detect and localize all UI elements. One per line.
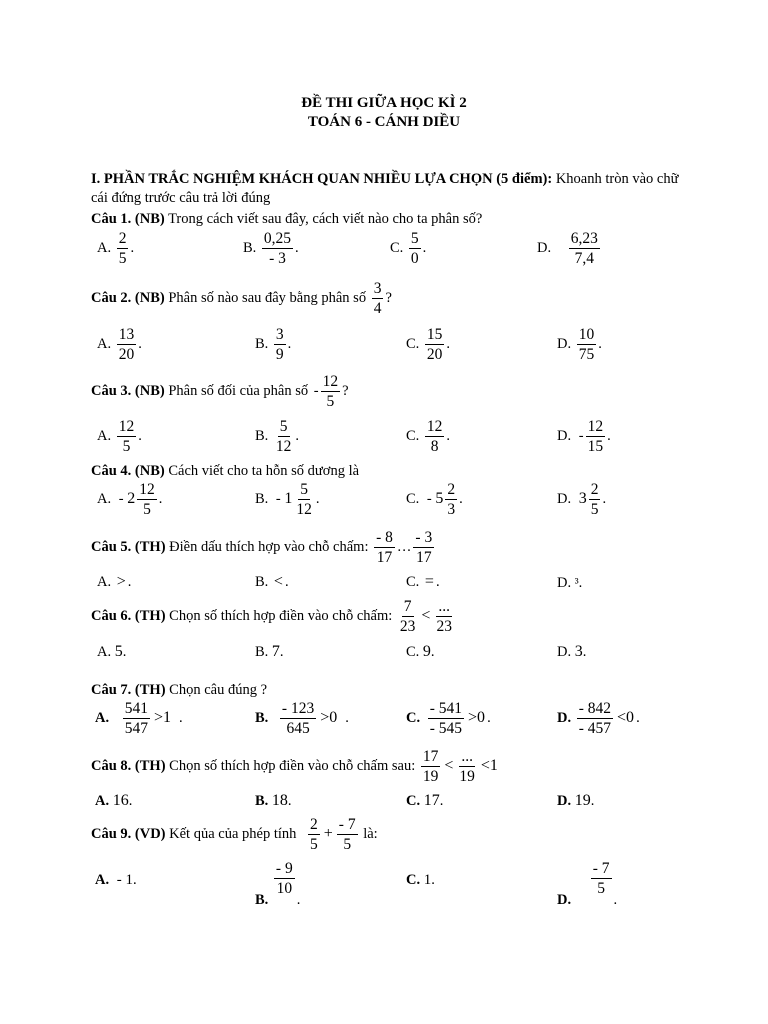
option-letter: B. [255, 793, 269, 809]
question-text: Chọn số thích hợp điền vào chỗ chấm sau: [165, 757, 416, 774]
fraction: $\frac{17}{19}$ [422, 748, 439, 785]
question-text: Chọn số thích hợp điền vào chỗ chấm: [165, 607, 393, 624]
fraction: $\frac{15}{20}$ [426, 326, 443, 363]
question-label: Câu 2. (NB) [91, 289, 165, 306]
question-text: Trong cách viết sau đây, cách viết nào cho ta phân số? [164, 211, 483, 227]
section-instruction: Khoanh tròn vào chữ cái đứng trước câu trả lời đúng [91, 171, 679, 206]
option-letter: B. [255, 644, 269, 660]
fraction: $\frac{...}{23}$ [436, 598, 452, 635]
option-letter: C. [406, 872, 421, 888]
option-letter: A. [97, 574, 112, 590]
fraction: $\frac{6,23}{7,4}$ [570, 230, 598, 267]
question-label: Câu 9. (VD) [91, 825, 166, 842]
q8-option-a[interactable]: A. 16. [95, 792, 133, 809]
fraction: $\frac{- 9}{10}$ [275, 860, 293, 897]
option-letter: B. [255, 427, 269, 444]
option-letter: B. [243, 239, 257, 256]
fraction: $\frac{- 541}{- 545}$ [429, 700, 463, 737]
option-letter: D. [557, 793, 572, 809]
fraction: $\frac{- 123}{645}$ [281, 700, 315, 737]
option-letter: A. [97, 490, 112, 507]
q3-option-a[interactable]: A. $\frac{12}{5}$ . [97, 418, 142, 455]
option-letter: A. [95, 709, 110, 726]
mixed-fraction: $\frac{2}{5}$ [590, 481, 599, 518]
q8-option-d[interactable]: D. 19. [557, 792, 595, 809]
fraction: $\frac{3}{4}$ [373, 280, 382, 317]
question-label: Câu 6. (TH) [91, 607, 166, 624]
question-9: Câu 9. (VD) Kết qủa của phép tính $\frac{2}{5}$ + $\frac{- 7}{5}$ là: [91, 816, 378, 853]
question-6: Câu 6. (TH) Chọn số thích hợp điền vào chỗ chấm: $\frac{7}{23}$ < $\frac{...}{23}$ [91, 598, 452, 635]
option-letter: B. [255, 709, 269, 726]
q4-option-a[interactable]: A. - 2 $\frac{12}{5}$ . [97, 481, 163, 518]
fraction: $\frac{12}{5}$ [322, 373, 339, 410]
question-label: Câu 4. (NB) [91, 463, 165, 479]
option-letter: C. [406, 427, 420, 444]
fraction: $\frac{5}{12}$ [275, 418, 292, 455]
q5-option-b[interactable]: B. < . [255, 573, 289, 590]
option-letter: C. [406, 335, 420, 352]
question-label: Câu 3. (NB) [91, 382, 165, 399]
fraction: $\frac{...}{19}$ [459, 748, 475, 785]
q9-option-b[interactable]: B. $\frac{- 9}{10}$ . [255, 860, 301, 908]
question-label: Câu 7. (TH) [91, 682, 166, 698]
q3-option-d[interactable]: D. - $\frac{12}{15}$ . [557, 418, 611, 455]
q9-option-d[interactable]: D. $\frac{- 7}{5}$ . [557, 860, 618, 908]
option-letter: D. [557, 427, 572, 444]
option-letter: A. [95, 793, 110, 809]
question-8: Câu 8. (TH) Chọn số thích hợp điền vào chỗ chấm sau: $\frac{17}{19}$ < $\frac{...}{19}$ <1 [91, 748, 498, 785]
fraction: $\frac{2}{5}$ [118, 230, 127, 267]
section-heading [91, 170, 691, 208]
q4-option-b[interactable]: B. - 1 $\frac{5}{12}$ . [255, 481, 320, 518]
fraction: $\frac{10}{75}$ [578, 326, 595, 363]
option-letter: A. [97, 427, 112, 444]
q3-option-c[interactable]: C. $\frac{12}{8}$ . [406, 418, 451, 455]
option-letter: D. [557, 644, 572, 660]
q6-option-a[interactable]: A. 5. [97, 643, 127, 660]
fraction: $\frac{2}{5}$ [310, 816, 318, 853]
mixed-fraction: $\frac{12}{5}$ [139, 481, 155, 518]
option-letter: C. [390, 239, 404, 256]
fraction: $\frac{12}{5}$ [118, 418, 135, 455]
question-label: Câu 5. (TH) [91, 538, 166, 555]
option-letter: B. [255, 335, 269, 352]
option-letter: C. [406, 574, 420, 590]
q7-option-c[interactable]: C. $\frac{- 541}{- 545}$ >0 . [406, 700, 491, 737]
q6-option-c[interactable]: C. 9. [406, 643, 435, 660]
fraction: $\frac{- 7}{5}$ [338, 816, 356, 853]
option-letter: B. [255, 490, 269, 507]
question-2: Câu 2. (NB) Phân số nào sau đây bằng phân số $\frac{3}{4}$ ? [91, 280, 392, 317]
exam-title: ĐỀ THI GIỮA HỌC KÌ 2 [301, 95, 467, 111]
fraction: $\frac{- 3}{17}$ [415, 529, 433, 566]
option-letter: A. [97, 335, 112, 352]
q5-option-c[interactable]: C. = . [406, 573, 440, 590]
q6-option-d[interactable]: D. 3. [557, 643, 587, 660]
q2-option-d[interactable]: D. $\frac{10}{75}$ . [557, 326, 602, 363]
q8-option-c[interactable]: C. 17. [406, 792, 444, 809]
q9-option-c[interactable]: C. 1. [406, 872, 435, 888]
fraction: $\frac{3}{9}$ [275, 326, 284, 363]
section-title: I. PHẦN TRẮC NGHIỆM KHÁCH QUAN NHIỀU LỰA CHỌN (5 điểm): [91, 171, 553, 187]
fraction: $\frac{0,25}{- 3}$ [263, 230, 292, 267]
q2-option-c[interactable]: C. $\frac{15}{20}$ . [406, 326, 451, 363]
q7-option-a[interactable]: A. $\frac{541}{547}$ >1 . [95, 700, 183, 737]
q1-option-a[interactable]: A. $\frac{2}{5}$ . [97, 230, 135, 267]
question-text: Phân số nào sau đây bằng phân số [164, 289, 367, 306]
question-text: Phân số đối của phân số [164, 382, 309, 399]
question-label: Câu 1. (NB) [91, 211, 165, 227]
q1-option-b[interactable]: B. $\frac{0,25}{- 3}$ . [243, 230, 299, 267]
option-letter: D. [557, 490, 572, 507]
q5-option-d[interactable]: D. ³. [557, 575, 583, 591]
q6-option-b[interactable]: B. 7. [255, 643, 284, 660]
option-letter: B. [255, 891, 269, 908]
exam-subtitle: TOÁN 6 - CÁNH DIỀU [307, 114, 461, 130]
fraction: $\frac{- 8}{17}$ [376, 529, 393, 566]
question-3: Câu 3. (NB) Phân số đối của phân số - $\frac{12}{5}$ ? [91, 373, 349, 410]
fraction: $\frac{12}{15}$ [587, 418, 604, 455]
q8-option-b[interactable]: B. 18. [255, 792, 292, 809]
option-letter: D. [557, 335, 572, 352]
question-text: Kết qủa của phép tính [165, 825, 297, 842]
fraction: $\frac{541}{547}$ [124, 700, 148, 737]
mixed-fraction: $\frac{2}{3}$ [447, 481, 456, 518]
fraction: $\frac{- 842}{- 457}$ [578, 700, 612, 737]
option-letter: C. [406, 644, 420, 660]
q1-option-c[interactable]: C. $\frac{5}{0}$ . [390, 230, 427, 267]
option-letter: D. [557, 575, 572, 591]
question-5: Câu 5. (TH) Điền dấu thích hợp vào chỗ chấm: $\frac{- 8}{17}$ … $\frac{- 3}{17}$ [91, 529, 433, 566]
mixed-fraction: $\frac{5}{12}$ [296, 481, 312, 518]
question-text: Cách viết cho ta hỗn số dương là [164, 463, 360, 479]
q4-option-c[interactable]: C. - 5 $\frac{2}{3}$ . [406, 481, 463, 518]
fraction: $\frac{- 7}{5}$ [592, 860, 610, 897]
q5-option-a[interactable]: A. > . [97, 573, 132, 590]
q1-option-d[interactable] [537, 230, 602, 267]
fraction: $\frac{12}{8}$ [426, 418, 443, 455]
option-letter: D. [537, 239, 552, 256]
option-letter: B. [255, 574, 269, 590]
question-label: Câu 8. (TH) [91, 757, 166, 774]
option-letter: A. [95, 872, 110, 888]
q9-option-a[interactable]: A. - 1. [95, 872, 137, 888]
fraction: $\frac{13}{20}$ [118, 326, 135, 363]
option-letter: D. [557, 891, 572, 908]
fraction: $\frac{7}{23}$ [399, 598, 416, 635]
fraction: $\frac{5}{0}$ [410, 230, 419, 267]
question-1 [91, 211, 482, 228]
question-4 [91, 463, 359, 480]
q4-option-d[interactable]: D. 3 $\frac{2}{5}$ . [557, 481, 607, 518]
option-letter: A. [97, 239, 112, 256]
option-letter: C. [406, 490, 420, 507]
option-letter: A. [97, 644, 112, 660]
q7-option-b[interactable]: B. $\frac{- 123}{645}$ >0 . [255, 700, 349, 737]
question-7 [91, 682, 267, 699]
q2-option-a[interactable]: A. $\frac{13}{20}$ . [97, 326, 142, 363]
q2-option-b[interactable]: B. $\frac{3}{9}$ . [255, 326, 292, 363]
q3-option-b[interactable]: B. $\frac{5}{12}$ . [255, 418, 300, 455]
option-letter: C. [406, 793, 421, 809]
q7-option-d[interactable]: D. $\frac{- 842}{- 457}$ <0 . [557, 700, 640, 737]
question-text: Điền dấu thích hợp vào chỗ chấm: [165, 538, 369, 555]
option-letter: C. [406, 709, 421, 726]
option-letter: D. [557, 709, 572, 726]
question-text: Chọn câu đúng ? [165, 682, 268, 698]
